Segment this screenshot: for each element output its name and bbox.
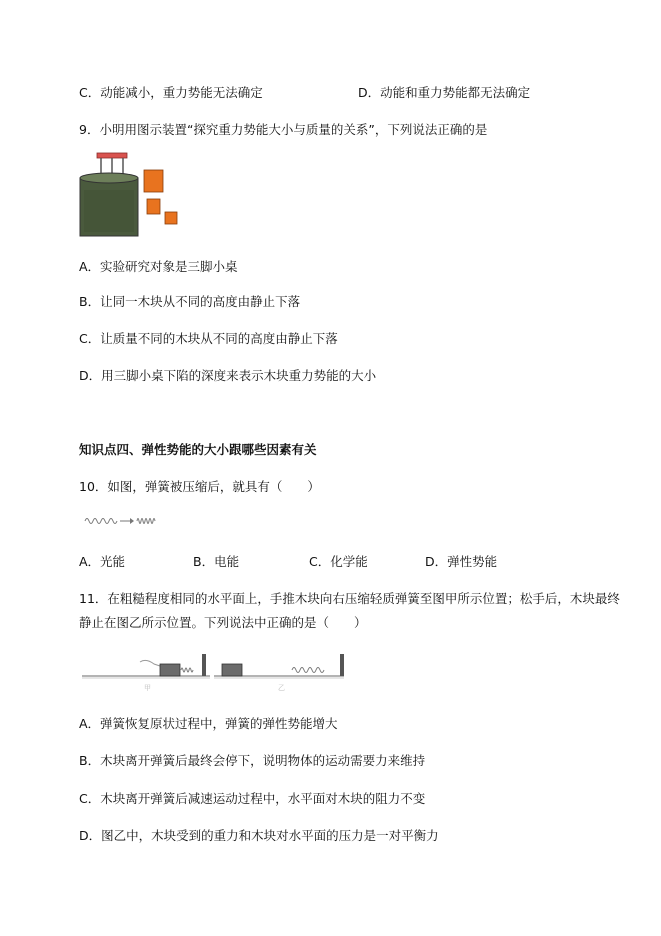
q10-figure-spring	[82, 514, 157, 528]
q11-option-d: D．图乙中，木块受到的重力和木块对水平面的压力是一对平衡力	[79, 828, 439, 843]
q9-option-c: C．让质量不同的木块从不同的高度由静止下落	[79, 331, 338, 346]
q8-option-c: C．动能减小，重力势能无法确定	[79, 85, 263, 100]
q11-option-c: C．木块离开弹簧后减速运动过程中，水平面对木块的阻力不变	[79, 791, 426, 806]
q10-option-c: C．化学能	[309, 554, 368, 569]
q9-option-d: D．用三脚小桌下陷的深度来表示木块重力势能的大小	[79, 368, 377, 383]
q11-figure	[82, 650, 352, 695]
section-heading: 知识点四、弹性势能的大小跟哪些因素有关	[79, 442, 317, 457]
figure-label-left: 甲	[144, 684, 151, 692]
figure-label-right: 乙	[278, 684, 285, 692]
q9-option-b: B．让同一木块从不同的高度由静止下落	[79, 294, 301, 309]
q9-option-a: A．实验研究对象是三脚小桌	[79, 259, 238, 274]
q10-option-d: D．弹性势能	[425, 554, 498, 569]
q11-option-a: A．弹簧恢复原状过程中，弹簧的弹性势能增大	[79, 716, 338, 731]
q11-option-b: B．木块离开弹簧后最终会停下，说明物体的运动需要力来维持	[79, 753, 426, 768]
q9-figure-apparatus	[78, 150, 188, 240]
q10-option-b: B．电能	[193, 554, 240, 569]
q10-stem: 10．如图，弹簧被压缩后，就具有（ ）	[79, 479, 320, 494]
q11-stem-line2: 静止在图乙所示位置。下列说法中正确的是（ ）	[79, 615, 367, 630]
q11-stem-line1: 11．在粗糙程度相同的水平面上，手推木块向右压缩轻质弹簧至图甲所示位置；松手后，木块最终	[79, 591, 620, 606]
q9-stem: 9．小明用图示装置“探究重力势能大小与质量的关系”，下列说法正确的是	[79, 122, 488, 137]
q8-option-d: D．动能和重力势能都无法确定	[358, 85, 531, 100]
q10-option-a: A．光能	[79, 554, 126, 569]
